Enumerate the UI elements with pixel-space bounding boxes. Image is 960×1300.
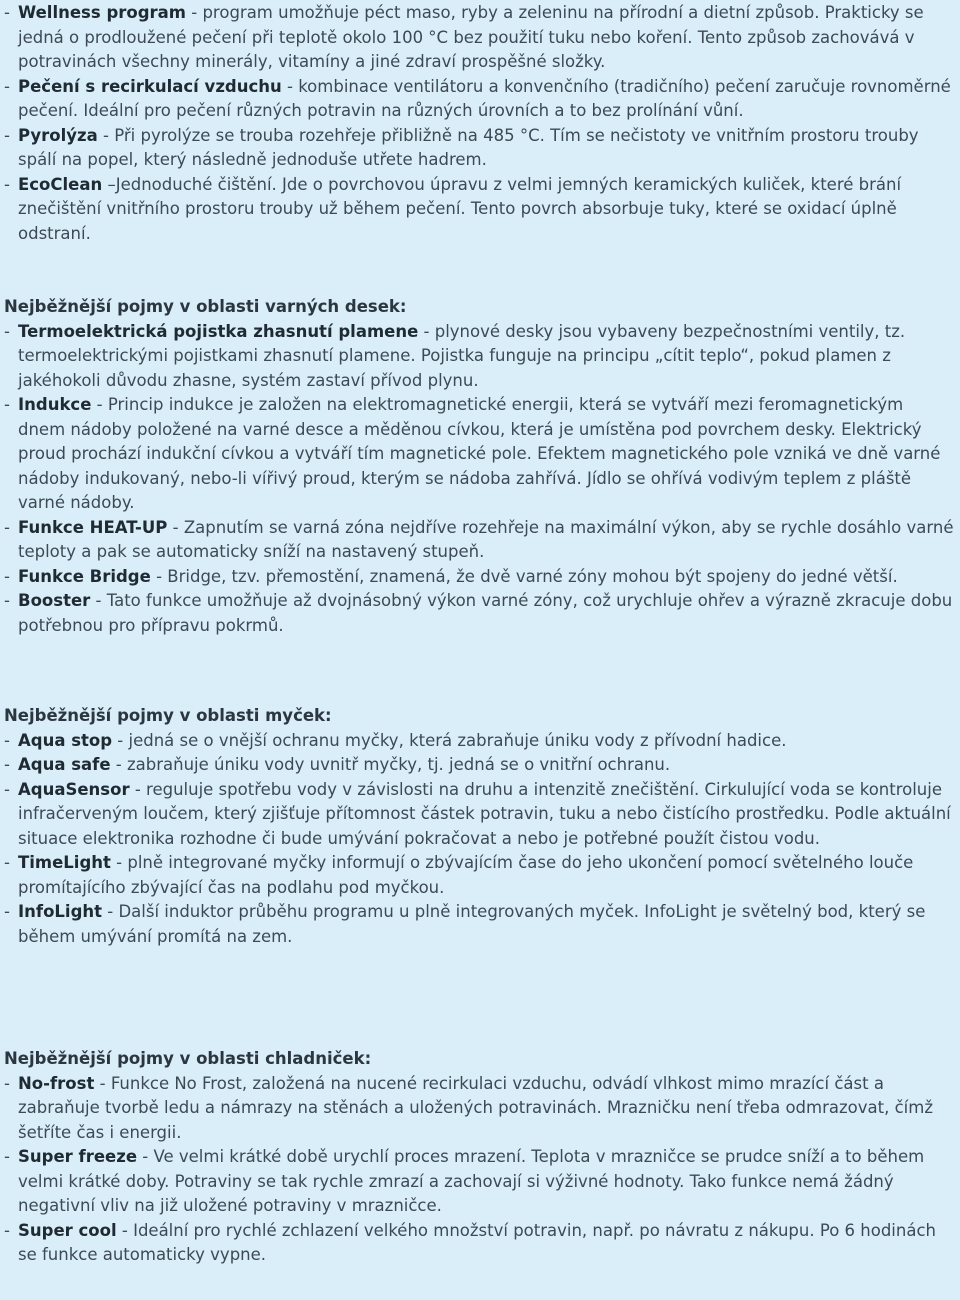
item-separator: - — [150, 566, 168, 586]
item-separator: – — [102, 174, 116, 194]
item-text: Tato funkce umožňuje až dvojnásobný výkon varné zóny, což urychluje ohřev a výrazně zkracuje dobu potřebnou pro přípravu pokrmů. — [18, 591, 953, 635]
section-dishwashers — [4, 704, 954, 949]
item-separator: - — [112, 730, 129, 750]
item-separator: - — [137, 1147, 154, 1166]
list-item — [4, 393, 954, 516]
list-dash: - — [4, 517, 10, 537]
item-term: InfoLight — [18, 902, 103, 921]
list-dash: - — [4, 591, 10, 610]
item-text: reguluje spotřebu vody v závislosti na druhu a intenzitě znečištění. Cirkulující voda se kontroluje infračerveným loučem, který zjišťuje přítomnost částek potravin, tuku a nebo čistícího prostředku. Podle aktuální situace elektronika rozhodne či bude umývání pokračovat a nebo je potřebné použít čistou vodu. — [18, 779, 951, 848]
list-item — [4, 851, 954, 900]
section-refrigerators — [4, 1047, 954, 1268]
list-dash: - — [4, 902, 10, 921]
list-item — [4, 778, 954, 852]
item-separator: - — [90, 591, 107, 610]
item-separator: - — [110, 853, 128, 872]
item-text: Při pyrolýze se trouba rozehřeje přibližně na 485 °C. Tím se nečistoty ve vnitřním prostoru trouby spálí na popel, který následně jednoduše utřete hadrem. — [18, 125, 919, 169]
section-heading: Nejběžnější pojmy v oblasti chladniček: — [4, 1049, 372, 1068]
list-item — [4, 565, 954, 590]
item-text: Princip indukce je založen na elektromagnetické energii, která se vytváří mezi feromagnetickým dnem nádoby položené na varné desce a měděnou cívkou, která je umístěna pod povrchem desky. Elektrický proud prochází indukční cívkou a vytváří tím magnetické pole. Efektem magnetického pole vzniká ve dně varné nádoby indukovaný, nebo-li vířivý proud, kterým se nádoba zahřívá. Jídlo se ohřívá vodivým teplem z pláště varné nádoby. — [18, 395, 941, 512]
section-heading: Nejběžnější pojmy v oblasti varných desek: — [4, 297, 407, 316]
list-item — [4, 75, 954, 124]
item-text: program umožňuje péct maso, ryby a zeleninu na přírodní a dietní způsob. Prakticky se jedná o prodloužené pečení při teplotě okolo 100 °C bez použití tuku nebo koření. Tento způsob zachovává v potravinách všechny minerály, vitamíny a jiné zdraví prospěšné složky. — [18, 3, 924, 71]
list-item — [4, 124, 954, 173]
list-dash: - — [4, 125, 10, 145]
item-term: Super freeze — [18, 1147, 138, 1166]
item-term: Funkce HEAT-UP — [18, 517, 168, 537]
list-dash: - — [4, 174, 10, 194]
item-term: Pečení s recirkulací vzduchu — [18, 76, 282, 96]
list-dash: - — [4, 395, 10, 414]
list-dash: - — [4, 76, 10, 96]
item-text: Funkce No Frost, založená na nucené recirkulaci vzduchu, odvádí vlhkost mimo mrazící část a zabraňuje tvorbě ledu a námrazy na stěnách a uložených potravinách. Mrazničku není třeba odmrazovat, čímž šetříte čas i energii. — [18, 1073, 933, 1142]
list-item — [4, 1219, 954, 1268]
item-term: Wellness program — [18, 3, 186, 22]
list-dash: - — [4, 730, 10, 750]
item-separator: - — [110, 755, 127, 774]
item-text: Bridge, tzv. přemostění, znamená, že dvě varné zóny mohou být spojeny do jedné větší. — [167, 566, 898, 586]
list-dash: - — [4, 1220, 10, 1240]
item-term: Pyrolýza — [18, 125, 98, 145]
item-term: Aqua stop — [18, 730, 113, 750]
item-text: jedná se o vnější ochranu myčky, která zabraňuje úniku vody z přívodní hadice. — [128, 730, 787, 750]
item-text: Ideální pro rychlé zchlazení velkého množství potravin, např. po návratu z nákupu. Po 6 hodinách se funkce automaticky vypne. — [18, 1220, 936, 1264]
item-separator: - — [167, 517, 184, 537]
list-item — [4, 729, 954, 754]
section-heading: Nejběžnější pojmy v oblasti myček: — [4, 706, 332, 725]
list-item — [4, 589, 954, 638]
list-dash: - — [4, 779, 10, 799]
list-dash: - — [4, 1073, 10, 1093]
item-separator: - — [91, 395, 108, 414]
list-item — [4, 320, 954, 394]
item-text: Zapnutím se varná zóna nejdříve rozehřeje na maximální výkon, aby se rychle dosáhlo varné teploty a pak se automaticky sníží na nastavený stupeň. — [18, 517, 954, 561]
item-separator: - — [418, 321, 435, 341]
list-item — [4, 753, 954, 778]
list-dash: - — [4, 853, 10, 872]
list-item — [4, 516, 954, 565]
item-separator: - — [102, 902, 119, 921]
item-term: Booster — [18, 591, 91, 610]
item-separator: - — [94, 1073, 111, 1093]
list-dash: - — [4, 566, 10, 586]
item-text: plynové desky jsou vybaveny bezpečnostními ventily, tz. termoelektrickými pojistkami zhasnutí plamene. Pojistka funguje na principu „cítit teplo“, pokud plamen z jakéhokoli důvodu zhasne, systém zastaví přívod plynu. — [18, 321, 906, 390]
section-ovens — [4, 1, 954, 246]
list-dash: - — [4, 1147, 10, 1166]
item-term: AquaSensor — [18, 779, 130, 799]
list-dash: - — [4, 755, 10, 774]
list-item — [4, 1145, 954, 1219]
section-hobs — [4, 295, 954, 638]
item-term: Funkce Bridge — [18, 566, 151, 586]
item-text: Další induktor průběhu programu u plně integrovaných myček. InfoLight je světelný bod, který se během umývání promítá na zem. — [18, 902, 926, 946]
list-item — [4, 173, 954, 247]
item-text: plně integrované myčky informují o zbývajícím čase do jeho ukončení pomocí světelného louče promítajícího zbývající čas na podlahu pod myčkou. — [18, 853, 914, 897]
item-separator: - — [186, 3, 203, 22]
item-separator: - — [281, 76, 299, 96]
list-dash: - — [4, 3, 10, 22]
item-text: Jednoduché čištění. Jde o povrchovou úpravu z velmi jemných keramických kuliček, které brání znečištění vnitřního prostoru trouby už během pečení. Tento povrch absorbuje tuky, které se oxidací úplně odstraní. — [18, 174, 902, 243]
item-separator: - — [116, 1220, 134, 1240]
item-text: Ve velmi krátké době urychlí proces mrazení. Teplota v mrazničce se prudce sníží a to během velmi krátké doby. Potraviny se tak rychle zmrazí a zachovají si výživné hodnoty. Tako funkce nemá žádný negativní vliv na již uložené potraviny v mrazničce. — [18, 1147, 925, 1215]
list-item — [4, 1, 954, 75]
item-text: kombinace ventilátoru a konvenčního (tradičního) pečení zaručuje rovnoměrné pečení. Ideální pro pečení různých potravin na různých úrovních a to bez prolínání vůní. — [18, 76, 951, 120]
item-term: Super cool — [18, 1220, 117, 1240]
item-term: Termoelektrická pojistka zhasnutí plamene — [18, 321, 419, 341]
item-term: Indukce — [18, 395, 92, 414]
item-separator: - — [129, 779, 147, 799]
list-item — [4, 900, 954, 949]
item-separator: - — [97, 125, 115, 145]
list-dash: - — [4, 321, 10, 341]
item-term: Aqua safe — [18, 755, 111, 774]
item-term: EcoClean — [18, 174, 103, 194]
item-text: zabraňuje úniku vody uvnitř myčky, tj. jedná se o vnitřní ochranu. — [126, 755, 671, 774]
list-item — [4, 1072, 954, 1146]
item-term: TimeLight — [18, 853, 111, 872]
item-term: No-frost — [18, 1073, 95, 1093]
